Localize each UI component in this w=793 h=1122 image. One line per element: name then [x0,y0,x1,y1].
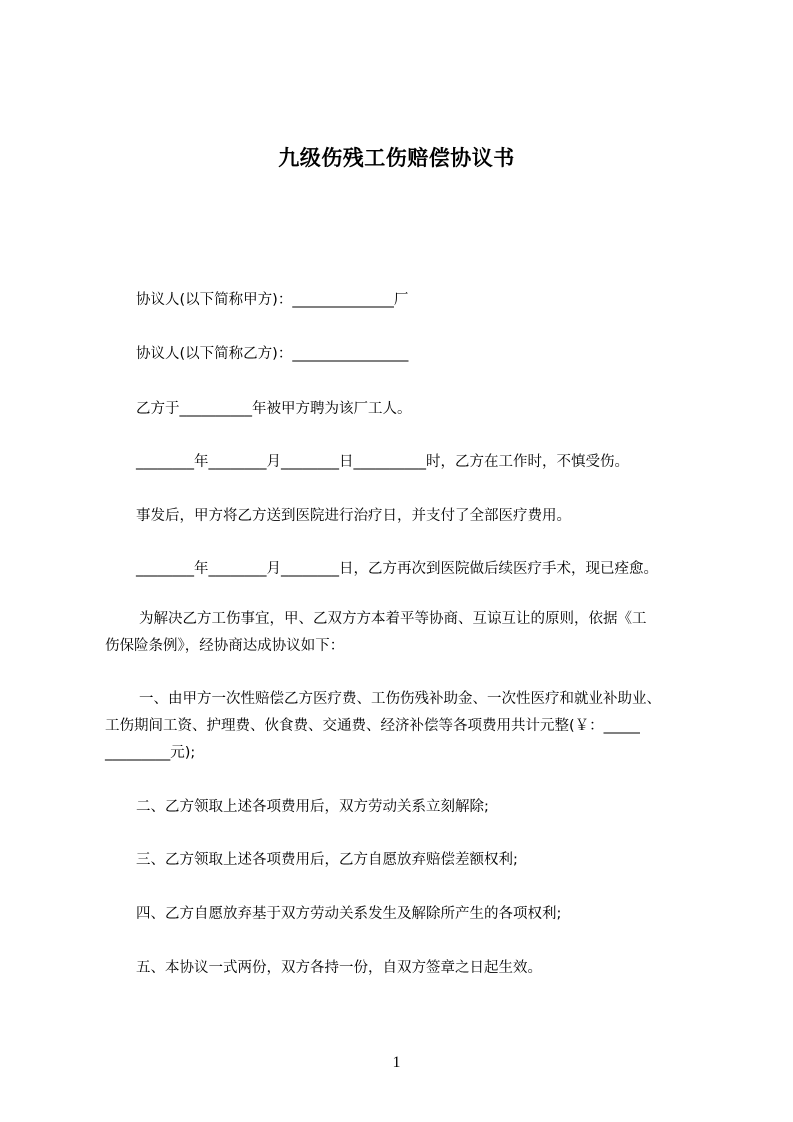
clause-two: 二、乙方领取上述各项费用后，双方劳动关系立刻解除; [136,799,489,815]
clause-one-paragraph [105,686,705,767]
clause-one-line-3: _________元); [105,745,196,761]
party-b-line: 协议人(以下简称乙方)：________________ [136,346,409,362]
clause-one-line-1: 一、由甲方一次性赔偿乙方医疗费、工伤伤残补助金、一次性医疗和就业补助业、 [139,691,661,707]
page-number: 1 [392,1054,401,1071]
after-accident-line: 事发后，甲方将乙方送到医院进行治疗日，并支付了全部医疗费用。 [136,508,571,524]
clause-five: 五、本协议一式两份，双方各持一份，自双方签章之日起生效。 [136,960,542,976]
injury-time-line: ________年________月________日__________时，乙方在工作时，不慎受伤。 [136,454,629,470]
follow-up-line: ________年________月________日，乙方再次到医院做后续医疗手术，现已痊愈。 [136,561,658,577]
hired-line: 乙方于__________年被甲方聘为该厂工人。 [136,401,412,417]
purpose-paragraph [105,606,705,660]
party-a-line: 协议人(以下简称甲方)：______________厂 [136,292,409,308]
purpose-line-2: 伤保险条例》，经协商达成协议如下： [105,638,345,654]
clause-four: 四、乙方自愿放弃基于双方劳动关系发生及解除所产生的各项权利; [136,906,562,922]
purpose-line-1: 为解决乙方工伤事宜，甲、乙双方方本着平等协商、互谅互让的原则，依据《工 [139,611,647,627]
clause-three: 三、乙方领取上述各项费用后，乙方自愿放弃赔偿差额权利; [136,852,518,868]
clause-one-line-2: 工伤期间工资、护理费、伙食费、交通费、经济补偿等各项费用共计元整(￥：_____ [105,718,640,734]
document-title: 九级伤残工伤赔偿协议书 [278,146,515,170]
